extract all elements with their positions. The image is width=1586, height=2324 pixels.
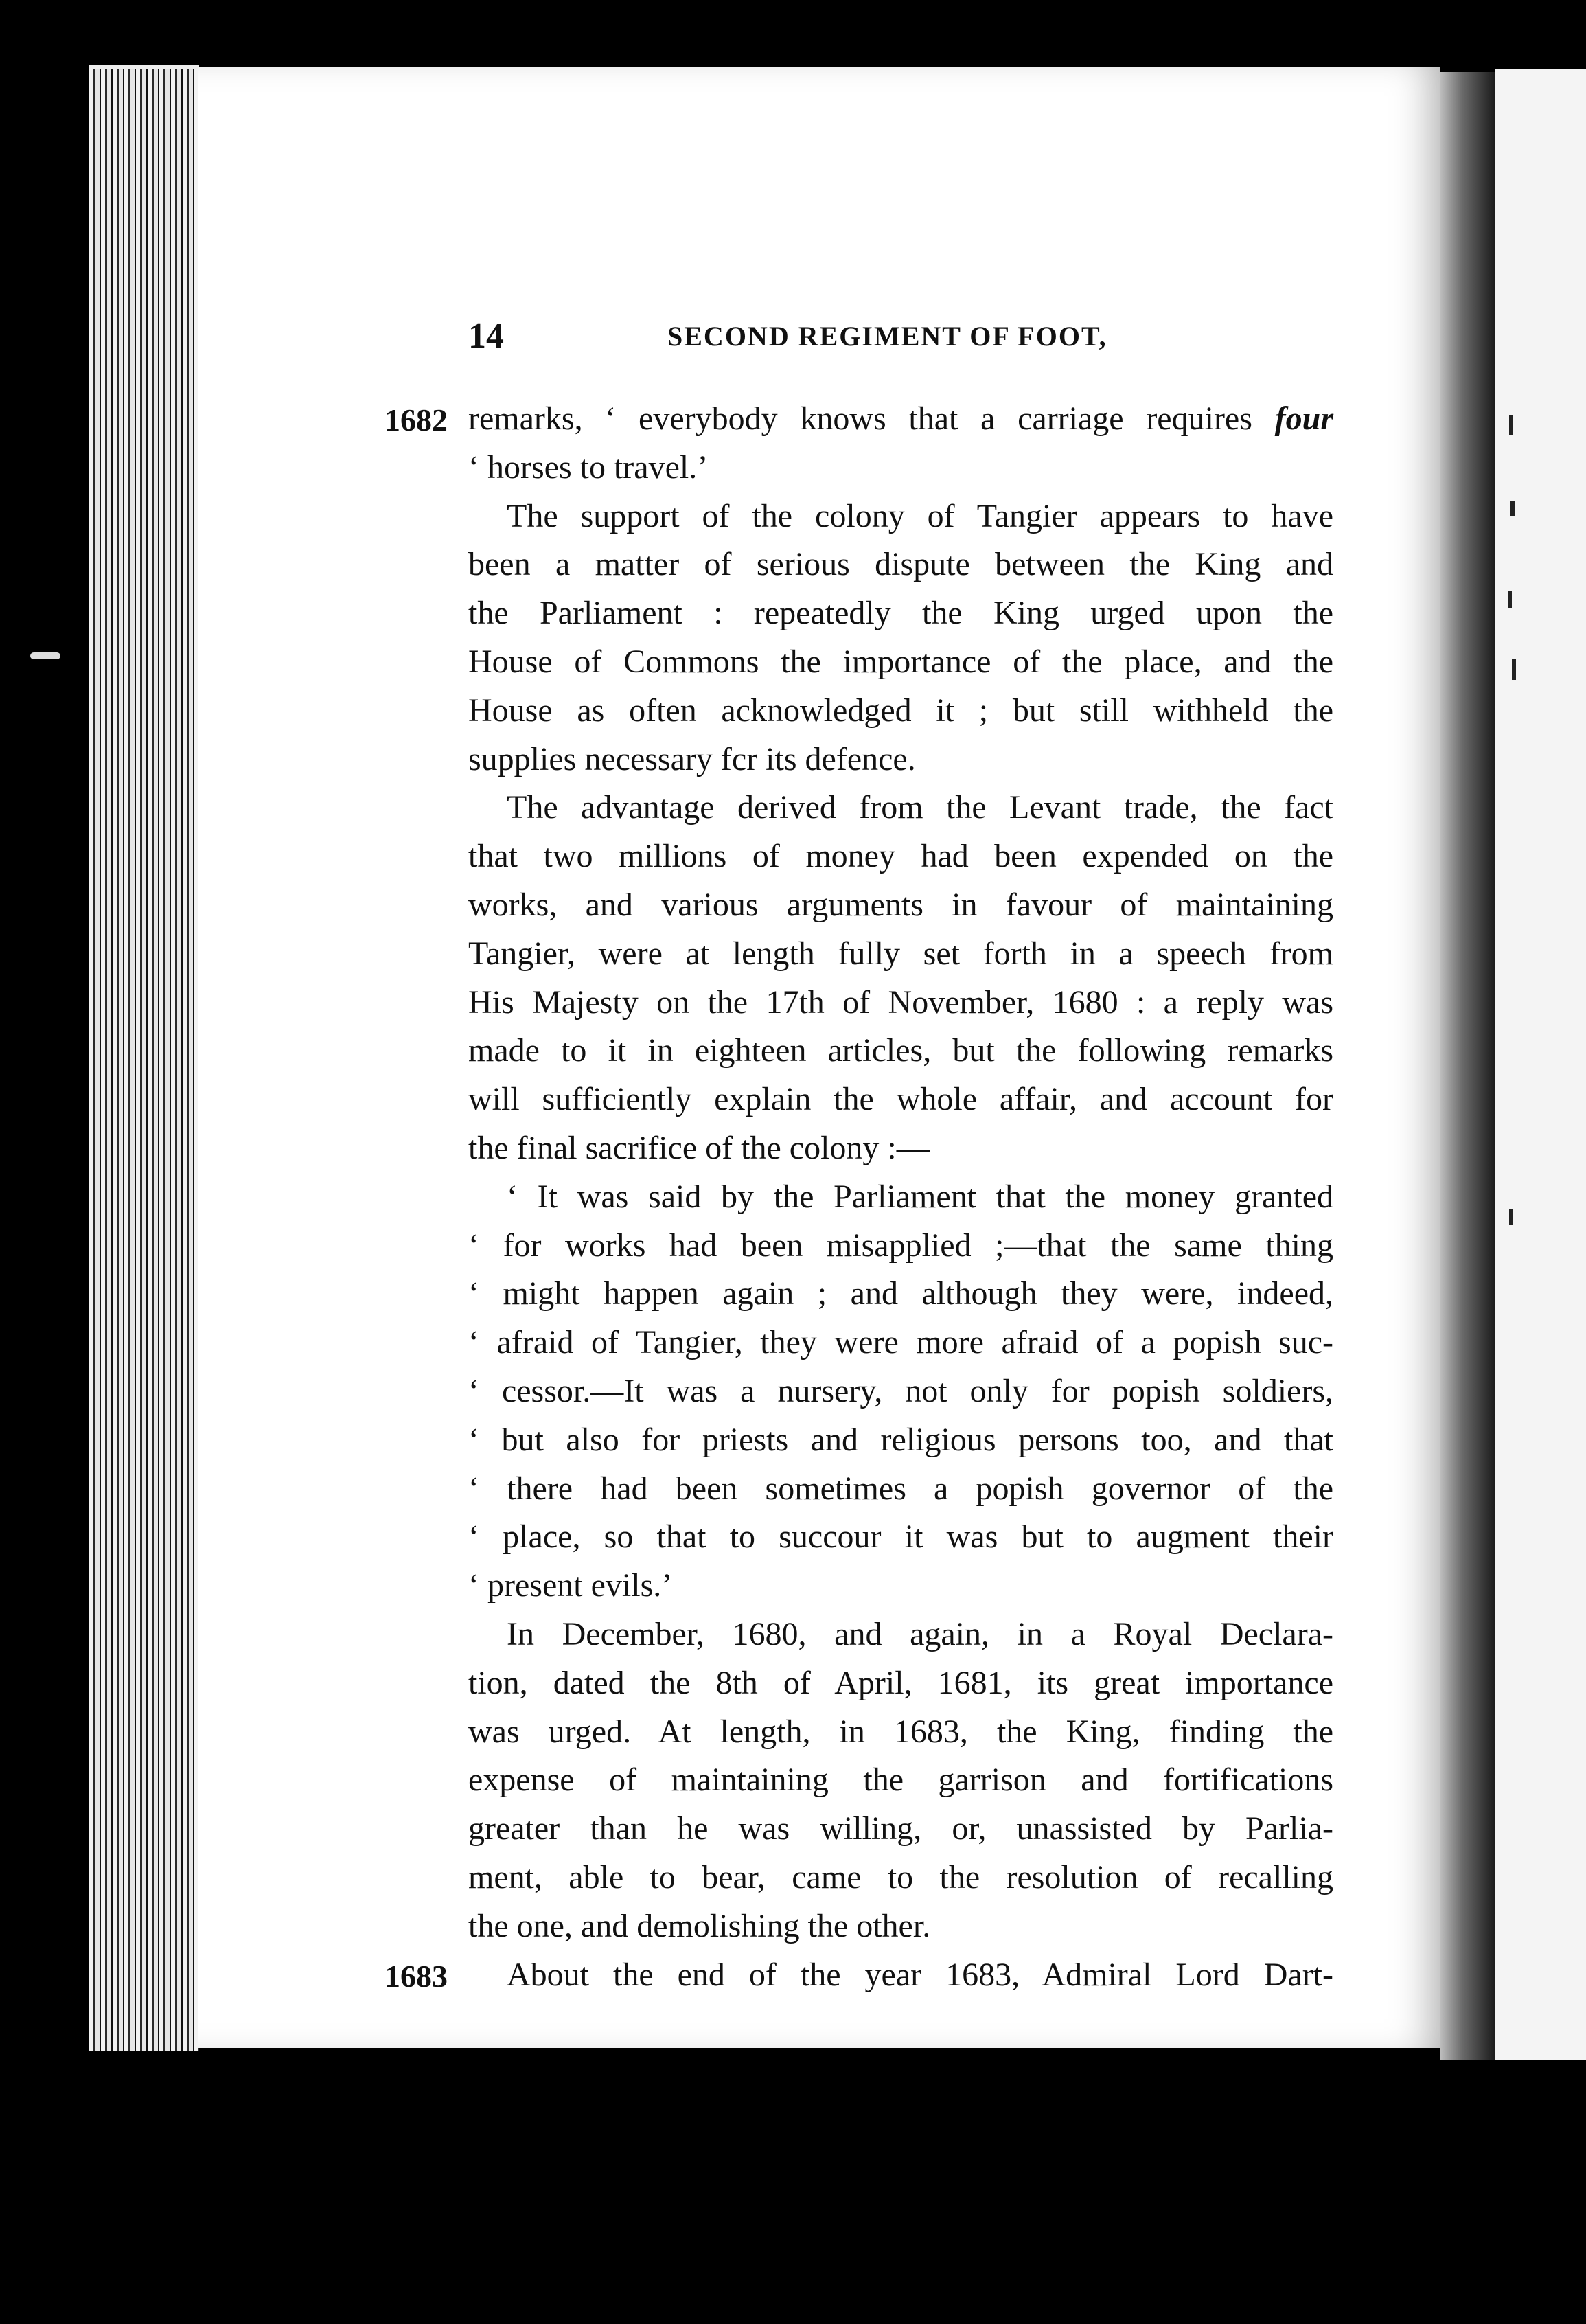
book-gutter-shadow [1440,72,1495,2060]
text-line: The support of the colony of Tangier appears to have [507,497,1333,534]
text-line: works, and various arguments in favour of maintaining [468,886,1333,923]
running-head: SECOND REGIMENT OF FOOT, [667,321,1107,352]
text-line: ‘ present evils.’ [468,1567,673,1604]
text-line: been a matter of serious dispute between the King and [468,546,1333,583]
text-line: ‘ but also for priests and religious persons too, and that [468,1421,1333,1458]
text-line: supplies necessary fcr its defence. [468,740,916,777]
margin-year-1683: 1683 [384,1959,448,1994]
text-line: ‘ place, so that to succour it was but to augment their [468,1518,1333,1556]
text-line: About the end of the year 1683, Admiral Lord Dart- [507,1956,1333,1993]
book-page-edges [89,65,199,2051]
text-line: remarks, ‘ everybody knows that a carriage requires four [468,400,1333,437]
page-number: 14 [468,317,504,356]
text-line: ‘ afraid of Tangier, they were more afraid of a popish suc- [468,1324,1333,1361]
text-line: the one, and demolishing the other. [468,1907,931,1944]
text-line: The advantage derived from the Levant trade, the fact [507,789,1333,826]
facing-page-sliver [1495,69,1586,2060]
text-line: ‘ for works had been misapplied ;—that the same thing [468,1227,1333,1264]
text-line: ‘ might happen again ; and although they were, indeed, [468,1275,1333,1312]
text-line: made to it in eighteen articles, but the following remarks [468,1032,1333,1069]
text-line: House of Commons the importance of the place, and the [468,643,1333,680]
text-line: expense of maintaining the garrison and fortifications [468,1762,1333,1799]
text-line: will sufficiently explain the whole affair, and account for [468,1081,1333,1118]
text-line: House as often acknowledged it ; but still withheld the [468,692,1333,729]
text-line: In December, 1680, and again, in a Royal Declara- [507,1615,1333,1652]
text-line: the Parliament : repeatedly the King urged upon the [468,595,1333,632]
text-line: was urged. At length, in 1683, the King, finding the [468,1713,1333,1750]
text-line: ‘ It was said by the Parliament that the money granted [507,1178,1333,1215]
text-line: Tangier, were at length fully set forth in a speech from [468,935,1333,972]
text-line: the final sacrifice of the colony :— [468,1129,930,1166]
italic-word: four [1274,400,1333,437]
text-line: greater than he was willing, or, unassisted by Parlia- [468,1810,1333,1847]
text-line: ment, able to bear, came to the resolution of recalling [468,1858,1333,1895]
body-text [468,395,1333,1999]
text-line: ‘ there had been sometimes a popish governor of the [468,1470,1333,1507]
margin-year-1682: 1682 [384,402,448,437]
text-line: His Majesty on the 17th of November, 1680 : a reply was [468,983,1333,1021]
text-line: ‘ cessor.—It was a nursery, not only for popish soldiers, [468,1372,1333,1409]
text-line: tion, dated the 8th of April, 1681, its great importance [468,1664,1333,1701]
text-line: ‘ horses to travel.’ [468,448,709,486]
text-line: that two millions of money had been expended on the [468,838,1333,875]
margin-mark [30,652,60,659]
